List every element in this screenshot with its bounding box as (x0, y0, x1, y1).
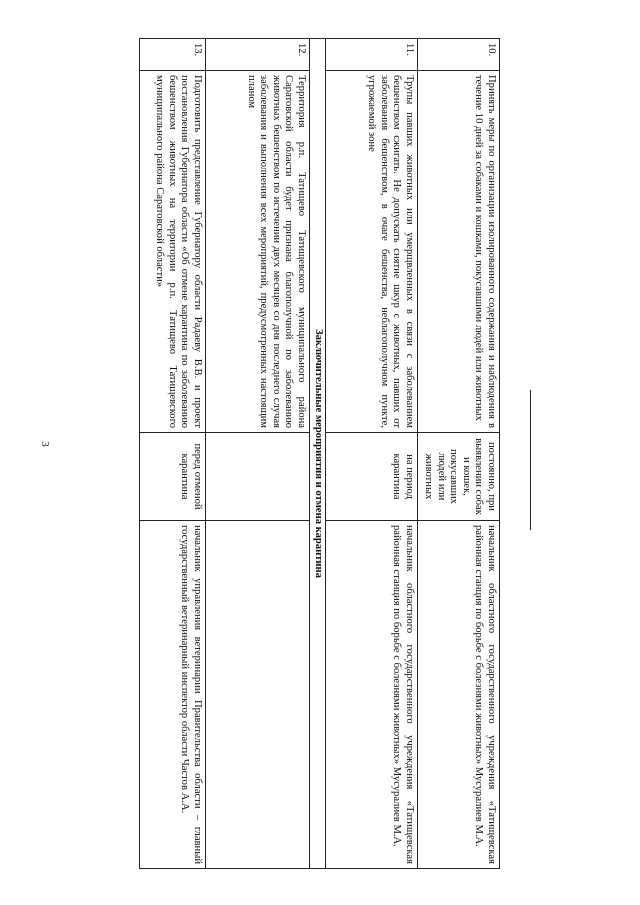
term-cell: постоянно, при выявлении собак и кошек, покусавших людей или животных (418, 432, 500, 520)
table-row (326, 38, 418, 868)
section-title: Заключительные мероприятия и отмена карантина (310, 38, 326, 868)
term-cell: перед отменой карантина (140, 432, 206, 520)
separator-line (530, 390, 531, 530)
responsible-cell: начальник областного государственного учреждения «Татищевская районная станция по борьбе с болезнями животных» Мусуралиев М.А. (418, 520, 500, 868)
rotated-page-content (140, 38, 500, 868)
row-number: 13. (140, 38, 206, 70)
measure-cell: Подготовить представление Губернатору области Радаеву В.В. и проект постановления Губернатора области «Об отмене карантина по заболеванию бешенством животных на территории р.п. Татищево Татищевского муниципального района Саратовской области» (140, 70, 206, 432)
measure-cell: Территория р.п. Татищево Татищевского муниципального района Саратовской области будет признана благополучной по заболеванию животных бешенством по истечении двух месяцев со дня последнего случая заболевания и выполнения всех мероприятий, предусмотренных настоящим планом (206, 70, 310, 432)
table-row (418, 38, 500, 868)
term-cell: на период карантина (326, 432, 418, 520)
responsible-cell: начальник областного государственного учреждения «Татищевская районная станция по борьбе с болезнями животных» Мусуралиев М.А. (326, 520, 418, 868)
measure-cell: Трупы павших животных или умерщвленных в связи с заболеванием бешенством сжигать. Не допускать снятие шкур с животных, павших от заболевания бешенством, в очаге бешенства, неблагополучном пункте, угрожаемой зоне (326, 70, 418, 432)
row-number: 11. (326, 38, 418, 70)
measure-cell: Принять меры по организации изолированного содержания и наблюдения в течение 10 дней за собаками и кошками, покусавшими людей или животных (418, 70, 500, 432)
quarantine-plan-table (139, 38, 500, 869)
term-cell (206, 432, 310, 520)
page-number: 3 (38, 441, 51, 447)
table-row (140, 38, 206, 868)
row-number: 12. (206, 38, 310, 70)
section-header-row (310, 38, 326, 868)
table-row (206, 38, 310, 868)
responsible-cell (206, 520, 310, 868)
responsible-cell: начальник управления ветеринарии Правительства области – главный государственный ветеринарный инспектор области Частов А.А. (140, 520, 206, 868)
row-number: 10. (418, 38, 500, 70)
